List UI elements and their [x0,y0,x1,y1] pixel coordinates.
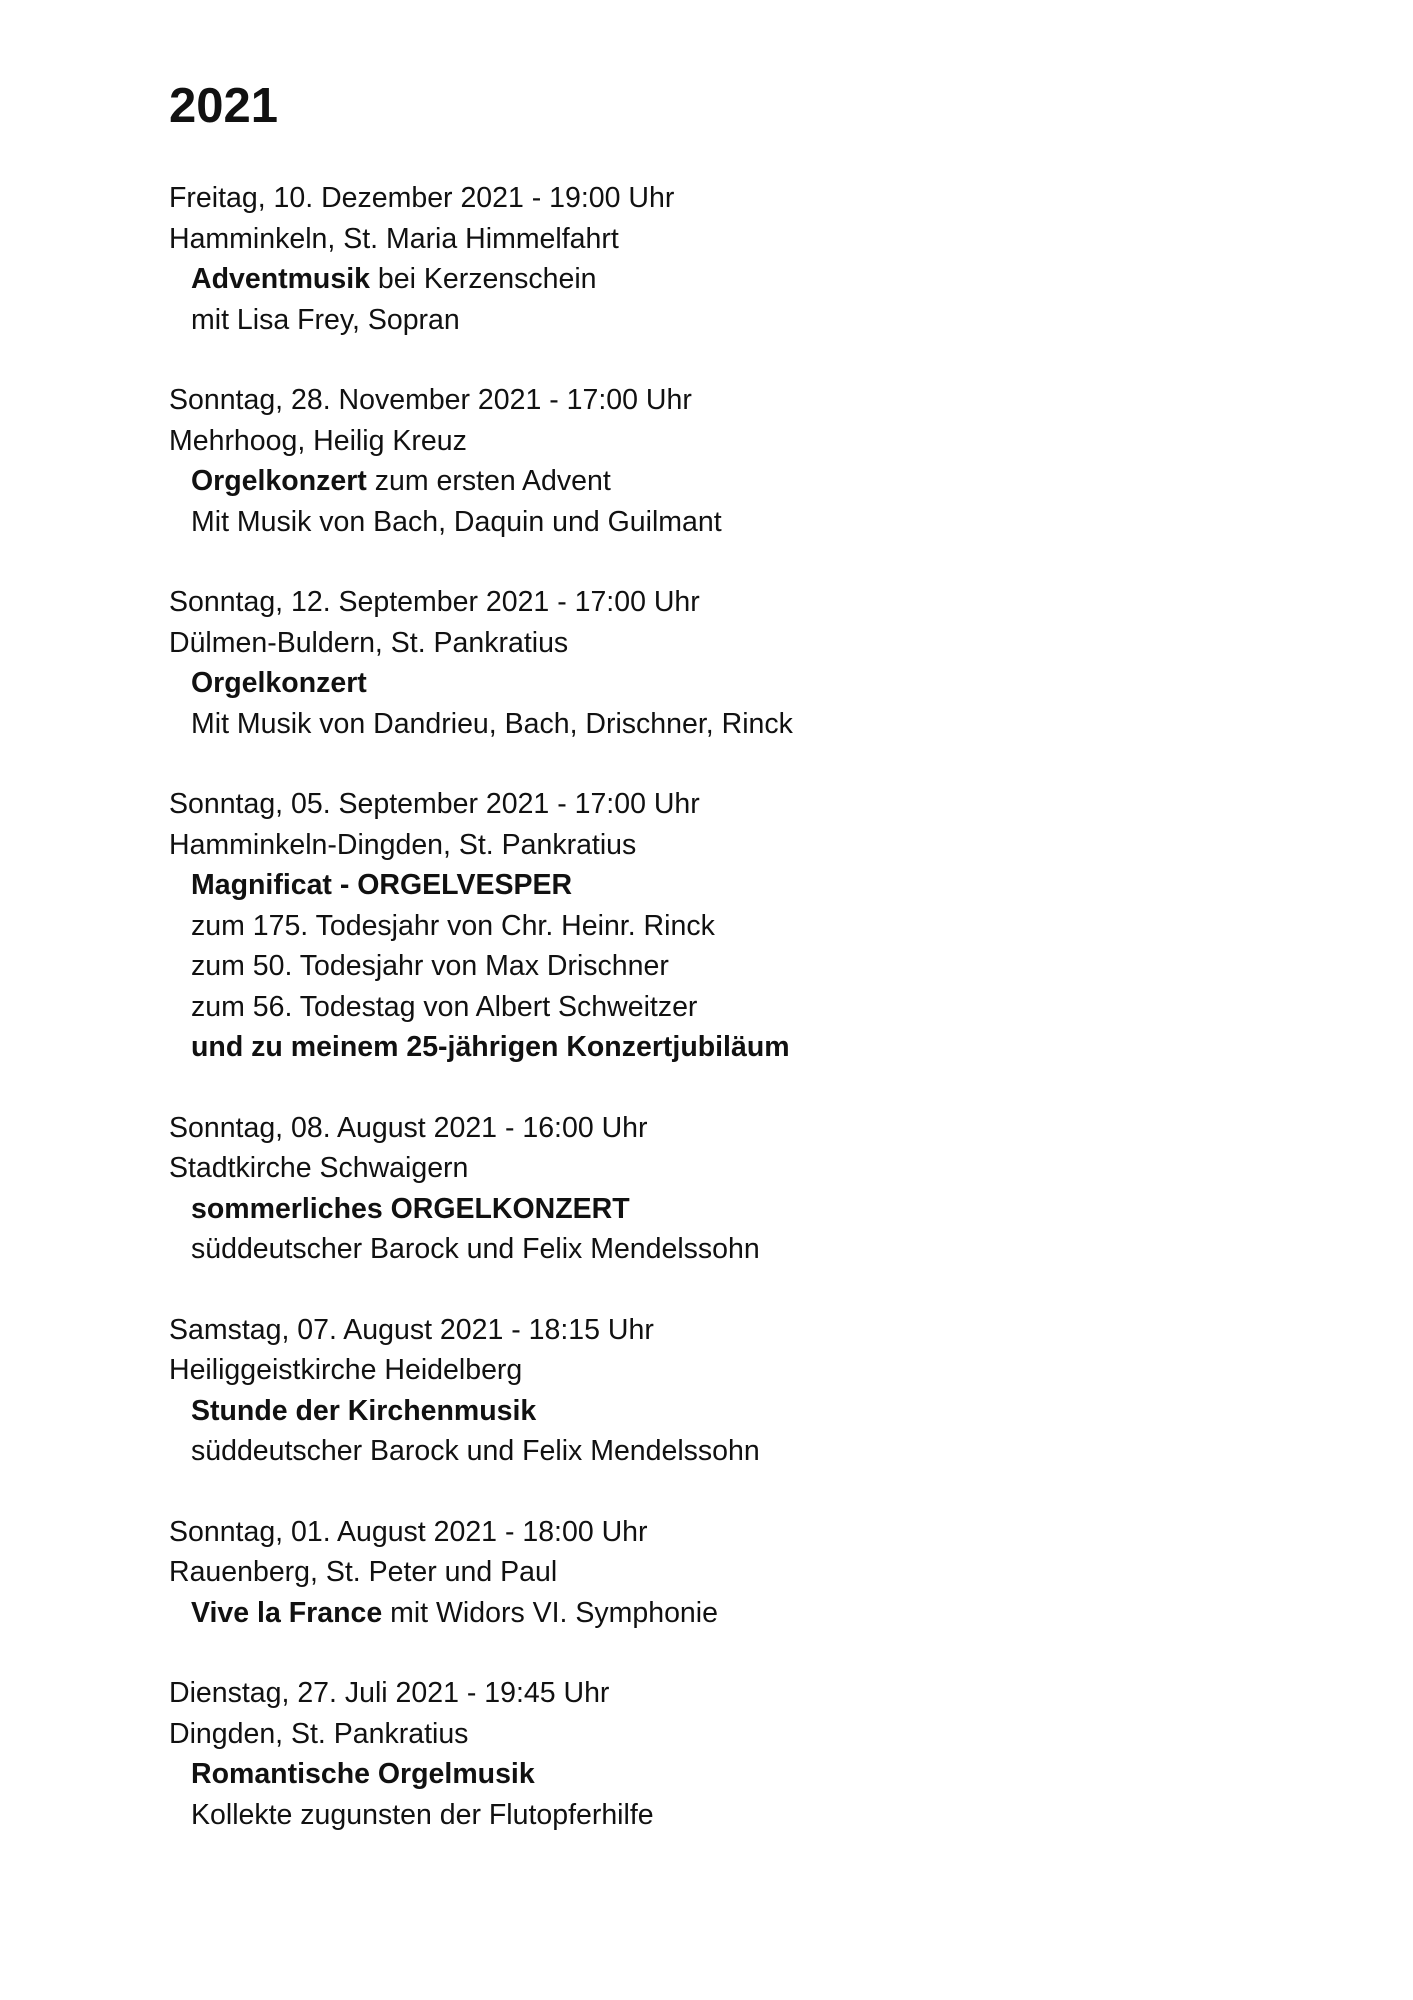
event-entry [169,1673,1349,1835]
event-title-bold: Orgelkonzert [191,667,367,699]
event-date: Sonntag, 01. August 2021 - 18:00 Uhr [169,1515,648,1548]
event-title [169,1754,1349,1795]
event-venue: Hamminkeln, St. Maria Himmelfahrt [169,222,619,255]
event-venue: Mehrhoog, Heilig Kreuz [169,424,467,457]
event-venue: Hamminkeln-Dingden, St. Pankratius [169,828,637,861]
event-title [169,259,1349,300]
event-entry [169,582,1349,744]
event-entry [169,380,1349,542]
event-detail: zum 50. Todesjahr von Max Drischner [191,950,669,982]
event-title-rest: mit Widors VI. Symphonie [382,1596,718,1629]
event-date: Samstag, 07. August 2021 - 18:15 Uhr [169,1313,654,1346]
event-date: Sonntag, 05. September 2021 - 17:00 Uhr [169,788,700,820]
event-title-bold: Vive la France [191,1596,383,1629]
concert-list-page [169,70,1349,1875]
event-detail: zum 56. Todestag von Albert Schweitzer [191,990,698,1023]
event-detail-highlight: und zu meinem 25-jährigen Konzertjubiläum [191,1031,790,1063]
event-detail: süddeutscher Barock und Felix Mendelssohn [191,1435,760,1467]
event-detail: Mit Musik von Dandrieu, Bach, Drischner, Rinck [191,707,793,740]
year-heading: 2021 [169,79,279,133]
event-title-bold: Adventmusik [191,263,370,295]
event-title-bold: Orgelkonzert [191,465,367,497]
event-title [169,1189,1349,1230]
event-title-rest: zum ersten Advent [366,465,611,497]
event-entry [169,1512,1349,1634]
event-title [169,865,1349,906]
event-entry [169,1310,1349,1472]
event-detail: zum 175. Todesjahr von Chr. Heinr. Rinck [191,909,715,942]
event-title-bold: Magnificat - ORGELVESPER [191,869,573,901]
event-venue: Dingden, St. Pankratius [169,1717,469,1750]
event-detail: Mit Musik von Bach, Daquin und Guilmant [191,505,722,538]
event-date: Freitag, 10. Dezember 2021 - 19:00 Uhr [169,182,675,214]
event-entry [169,784,1349,1068]
event-venue: Rauenberg, St. Peter und Paul [169,1556,558,1588]
event-detail: mit Lisa Frey, Sopran [191,303,460,336]
event-date: Dienstag, 27. Juli 2021 - 19:45 Uhr [169,1677,610,1709]
event-venue: Stadtkirche Schwaigern [169,1152,469,1184]
event-title [169,663,1349,704]
event-title-rest: bei Kerzenschein [369,263,597,295]
event-date: Sonntag, 28. November 2021 - 17:00 Uhr [169,384,692,416]
event-title-bold: Stunde der Kirchenmusik [191,1394,537,1427]
event-detail: Kollekte zugunsten der Flutopferhilfe [191,1798,654,1831]
event-date: Sonntag, 08. August 2021 - 16:00 Uhr [169,1111,648,1144]
event-detail: süddeutscher Barock und Felix Mendelssohn [191,1233,760,1265]
event-entry [169,1108,1349,1270]
event-title [169,1391,1349,1432]
event-title [169,461,1349,502]
event-title-bold: Romantische Orgelmusik [191,1758,535,1790]
event-date: Sonntag, 12. September 2021 - 17:00 Uhr [169,586,700,618]
event-title [169,1593,1349,1634]
event-title-bold: sommerliches ORGELKONZERT [191,1192,630,1225]
event-entry [169,178,1349,340]
event-venue: Heiliggeistkirche Heidelberg [169,1354,523,1386]
event-venue: Dülmen-Buldern, St. Pankratius [169,626,569,659]
